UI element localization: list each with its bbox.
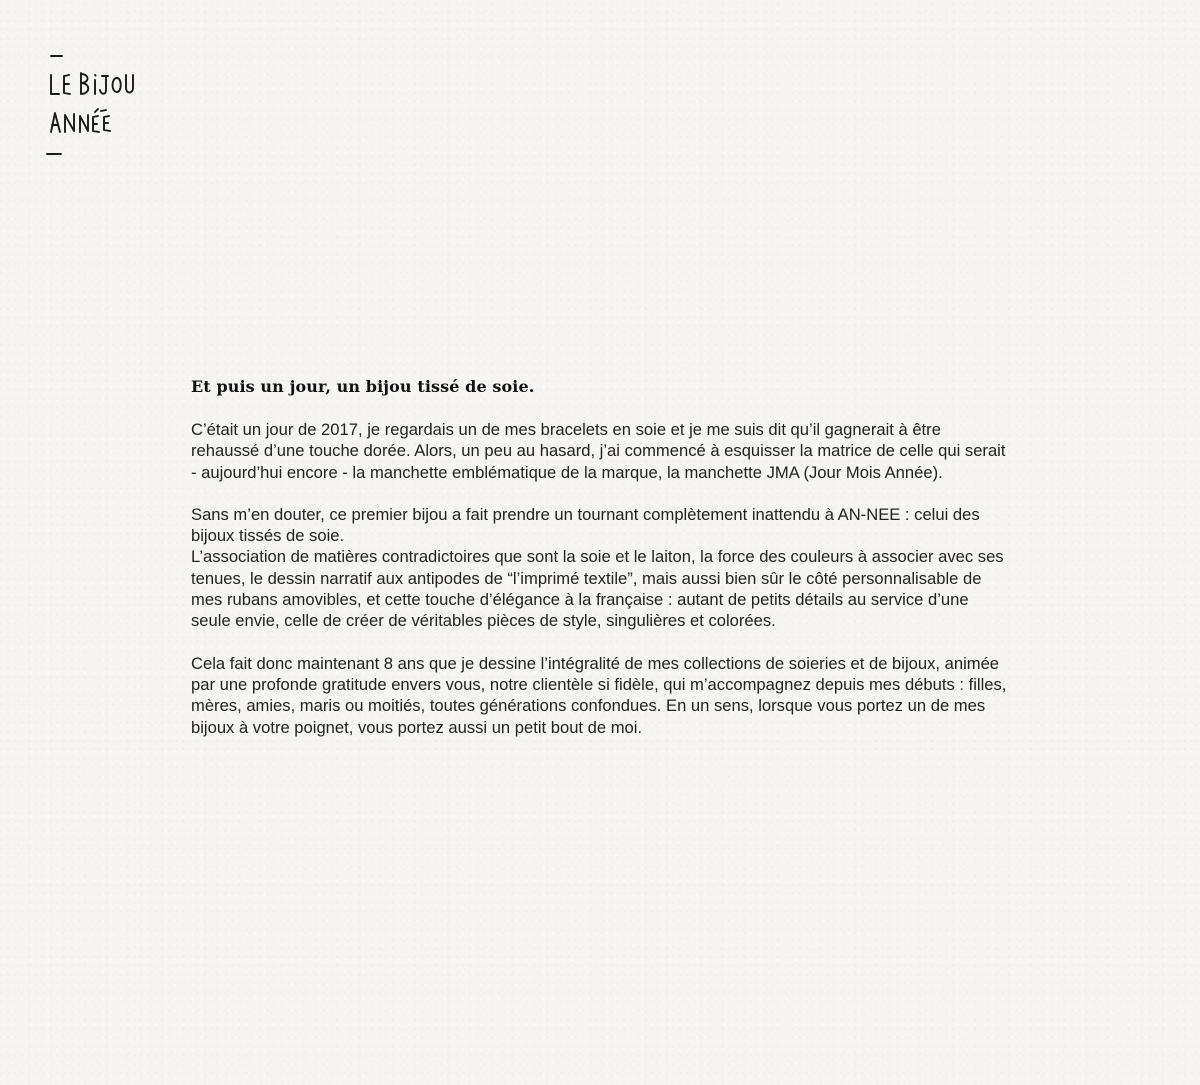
article-paragraph: C’était un jour de 2017, je regardais un de mes bracelets en soie et je me suis dit qu’il gagnerait à être rehaussé d’une touche dorée. Alors, un peu au hasard, j’ai commencé à esquisser la matrice de celle qui serait - aujourd’hui encore - la manchette emblématique de la marque, la manchette JMA (Jour Mois Année). bbox=[191, 420, 1006, 482]
article-heading: Et puis un jour, un bijou tissé de soie. bbox=[191, 377, 535, 396]
article-paragraph: Cela fait donc maintenant 8 ans que je dessine l’intégralité de mes collections de soieries et de bijoux, animée par une profonde gratitude envers vous, notre clientèle si fidèle, qui m’accompagnez depuis mes débuts : filles, mères, amies, maris ou moitiés, toutes générations confondues. En un sens, lorsque vous portez un de mes bijoux à votre poignet, vous portez aussi un petit bout de moi. bbox=[191, 653, 1007, 737]
brand-logo-handwritten bbox=[40, 50, 150, 165]
brand-logo bbox=[40, 50, 150, 165]
article-paragraph: Sans m’en douter, ce premier bijou a fait prendre un tournant complètement inattendu à AN-NEE : celui des bijoux tissés de soie. bbox=[191, 504, 980, 546]
article-paragraph: L’association de matières contradictoires que sont la soie et le laiton, la force des couleurs à associer avec ses tenues, le dessin narratif aux antipodes de “l’imprimé textile”, mais aussi bien sûr le côté personnalisable de mes rubans amovibles, et cette touche d’élégance à la française : autant de petits détails au service d’une seule envie, celle de créer de véritables pièces de style, singulières et colorées. bbox=[191, 547, 1004, 631]
article bbox=[191, 376, 1011, 738]
